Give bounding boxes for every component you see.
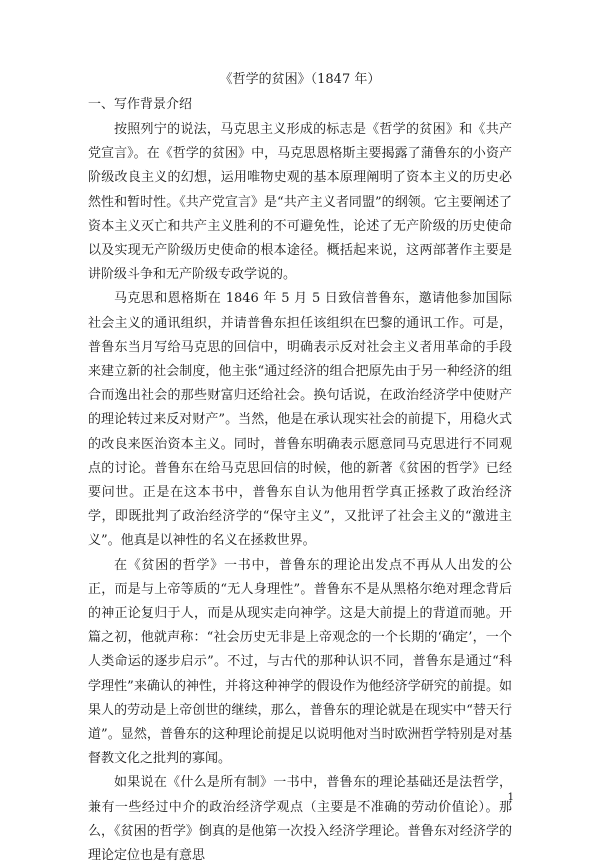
page-number: 1 (507, 792, 514, 803)
paragraph-3: 在《贫困的哲学》一书中，普鲁东的理论出发点不再从人出发的公正，而是与上帝等质的“无人身理性”。普鲁东不是从黑格尔绝对理念背后的神正论复归于人，而是从现实走向神学。这是大前提上的背道而驰。开篇之初，他就声称：“社会历史无非是上帝观念的一个长期的‘确定’，一个人类命运的逐步启示”。不过，与古代的那种认识不同，普鲁东是通过“科学理性”来确认的神性，并将这种神学的假设作为他经济学研究的前提。如果人的劳动是上帝创世的继续，那么，普鲁东的理论就是在现实中“替天行道”。显然，普鲁东的这种理论前提足以说明他对当时欧洲哲学特别是对基督教文化之批判的寡闻。 (88, 557, 512, 767)
paragraph-1: 按照列宁的说法，马克思主义形成的标志是《哲学的贫困》和《共产党宣言》。在《哲学的贫困》中，马克思恩格斯主要揭露了蒲鲁东的小资产阶级改良主义的幻想，运用唯物史观的基本原理阐明了资本主义的历史必然性和暂时性。《共产党宣言》是“共产主义者同盟”的纲领。它主要阐述了资本主义灭亡和共产主义胜利的不可避免性，论述了无产阶级的历史使命以及实现无产阶级历史使命的根本途径。概括起来说，这两部著作主要是讲阶级斗争和无产阶级专政学说的。 (88, 122, 512, 283)
paragraph-4: 如果说在《什么是所有制》一书中，普鲁东的理论基础还是法哲学，兼有一些经过中介的政治经济学观点（主要是不准确的劳动价值论）。那么，《贫困的哲学》倒真的是他第一次投入经济学理论。普鲁东对经济学的理论定位也是有意思 (88, 775, 512, 864)
paragraph-2: 马克思和恩格斯在 1846 年 5 月 5 日致信普鲁东，邀请他参加国际社会主义的通讯组织，并请普鲁东担任该组织在巴黎的通讯工作。可是，普鲁东当月写给马克思的回信中，明确表示反对社会主义者用革命的手段来建立新的社会制度，他主张“通过经济的组合把原先由于另一种经济的组合而逸出社会的那些财富归还给社会。换句话说，在政治经济学中使财产的理论转过来反对财产”。当然，他是在承认现实社会的前提下，用稳火式的改良来医治资本主义。同时，普鲁东明确表示愿意同马克思进行不同观点的讨论。普鲁东在给马克思回信的时候，他的新著《贫困的哲学》已经要问世。正是在这本书中，普鲁东自认为他用哲学真正拯救了政治经济学，即既批判了政治经济学的“保守主义”，又批评了社会主义的“激进主义”。他真是以神性的名义在拯救世界。 (88, 291, 512, 549)
section-heading: 一、写作背景介绍 (88, 97, 193, 112)
document-title: 《哲学的贫困》（1847 年） (219, 72, 381, 87)
